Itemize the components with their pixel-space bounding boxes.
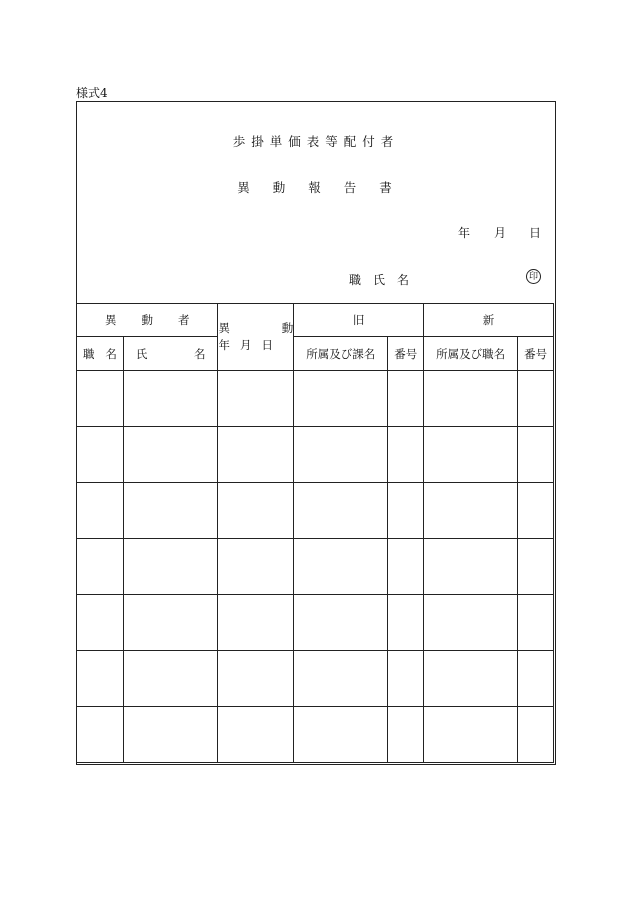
header-position-1: 職 — [83, 346, 95, 361]
signature-label: 職氏名 — [349, 273, 422, 287]
header-name — [123, 337, 218, 371]
header-move-date-1: 異 — [218, 321, 230, 335]
seal-mark: 印 — [526, 269, 541, 284]
cell-name[interactable] — [123, 427, 218, 483]
cell-move-date[interactable] — [218, 427, 294, 483]
cell-old-number[interactable] — [388, 539, 424, 595]
cell-new-number[interactable] — [518, 371, 554, 427]
table-row — [77, 651, 554, 707]
header-year: 年 — [218, 338, 230, 352]
cell-new-number[interactable] — [518, 595, 554, 651]
table-row — [77, 595, 554, 651]
cell-position[interactable] — [77, 427, 124, 483]
cell-old-number[interactable] — [388, 707, 424, 763]
cell-move-date[interactable] — [218, 651, 294, 707]
header-person-3: 者 — [177, 313, 190, 327]
cell-old-number[interactable] — [388, 595, 424, 651]
cell-name[interactable] — [123, 539, 218, 595]
header-position-2: 名 — [105, 346, 117, 361]
cell-old-dept[interactable] — [294, 427, 388, 483]
table-row — [77, 427, 554, 483]
header-position — [77, 337, 124, 371]
header-person-1: 異 — [105, 313, 117, 327]
cell-name[interactable] — [123, 483, 218, 539]
cell-name[interactable] — [123, 651, 218, 707]
table-row — [77, 707, 554, 763]
cell-move-date[interactable] — [218, 483, 294, 539]
cell-position[interactable] — [77, 651, 124, 707]
cell-old-dept[interactable] — [294, 651, 388, 707]
header-old: 旧 — [294, 304, 424, 337]
cell-new-dept[interactable] — [424, 539, 518, 595]
cell-old-number[interactable] — [388, 427, 424, 483]
table-row — [77, 483, 554, 539]
cell-old-number[interactable] — [388, 483, 424, 539]
form-title: 歩掛単価表等配付者 — [232, 134, 400, 149]
cell-old-dept[interactable] — [294, 539, 388, 595]
header-month: 月 — [239, 338, 252, 352]
cell-new-dept[interactable] — [424, 595, 518, 651]
cell-new-number[interactable] — [518, 539, 554, 595]
cell-old-number[interactable] — [388, 371, 424, 427]
cell-new-dept[interactable] — [424, 651, 518, 707]
cell-old-dept[interactable] — [294, 707, 388, 763]
table-row — [77, 539, 554, 595]
cell-old-dept[interactable] — [294, 371, 388, 427]
cell-new-number[interactable] — [518, 707, 554, 763]
header-new: 新 — [424, 304, 554, 337]
header-move-date-2: 動 — [281, 321, 294, 335]
cell-new-dept[interactable] — [424, 371, 518, 427]
cell-position[interactable] — [77, 595, 124, 651]
form-number-label: 様式4 — [76, 86, 108, 100]
cell-move-date[interactable] — [218, 595, 294, 651]
cell-old-number[interactable] — [388, 651, 424, 707]
header-name-2: 名 — [193, 346, 206, 361]
cell-name[interactable] — [123, 371, 218, 427]
cell-position[interactable] — [77, 539, 124, 595]
cell-new-number[interactable] — [518, 427, 554, 483]
header-day: 日 — [261, 338, 273, 352]
cell-new-number[interactable] — [518, 483, 554, 539]
header-new-number: 番号 — [518, 337, 554, 371]
change-table — [76, 303, 554, 763]
cell-position[interactable] — [77, 483, 124, 539]
form-subtitle: 異動報告書 — [237, 180, 415, 195]
cell-new-dept[interactable] — [424, 483, 518, 539]
cell-new-dept[interactable] — [424, 707, 518, 763]
header-person-2: 動 — [141, 313, 153, 327]
cell-name[interactable] — [123, 595, 218, 651]
cell-new-number[interactable] — [518, 651, 554, 707]
header-name-1: 氏 — [135, 346, 148, 361]
cell-old-dept[interactable] — [294, 595, 388, 651]
header-new-dept: 所属及び職名 — [424, 337, 518, 371]
header-old-number: 番号 — [388, 337, 424, 371]
table-row — [77, 371, 554, 427]
cell-move-date[interactable] — [218, 371, 294, 427]
cell-move-date[interactable] — [218, 707, 294, 763]
cell-old-dept[interactable] — [294, 483, 388, 539]
cell-new-dept[interactable] — [424, 427, 518, 483]
cell-position[interactable] — [77, 707, 124, 763]
cell-move-date[interactable] — [218, 539, 294, 595]
header-move-date — [218, 304, 294, 371]
header-person — [77, 304, 218, 337]
cell-position[interactable] — [77, 371, 124, 427]
date-day-label: 日 — [529, 226, 542, 240]
cell-name[interactable] — [123, 707, 218, 763]
report-form — [76, 101, 556, 765]
date-year-label: 年 — [458, 226, 471, 240]
date-month-label: 月 — [494, 226, 507, 240]
header-old-dept: 所属及び課名 — [294, 337, 388, 371]
